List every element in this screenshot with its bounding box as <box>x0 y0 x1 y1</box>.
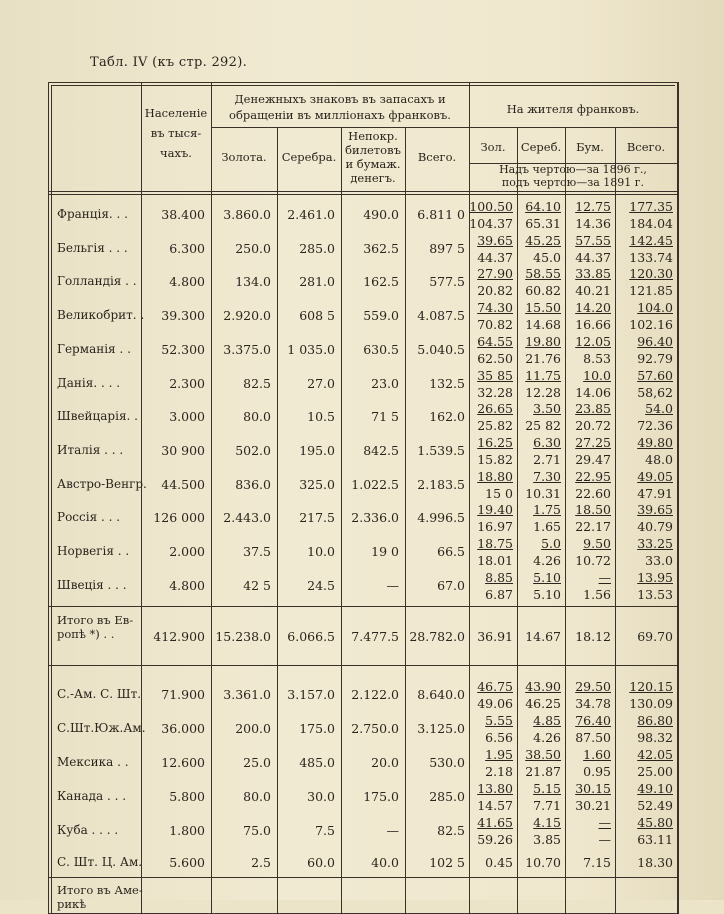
per-capita-1896: 64.10 <box>525 199 561 214</box>
value-paper: 490.0 <box>363 207 399 222</box>
value-paper: 23.0 <box>371 375 399 391</box>
per-capita-1896: 5.0 <box>541 536 561 551</box>
per-capita-1896: 10.0 <box>583 367 611 383</box>
per-capita-1896: 27.90 <box>477 266 513 282</box>
per-capita-1896: 4.15 <box>533 815 561 830</box>
per-capita-1896: 16.25 <box>477 434 513 450</box>
value-pop: 5.800 <box>169 789 205 804</box>
per-capita-1891: 92.79 <box>637 350 673 366</box>
per-capita-1896: — <box>598 815 611 830</box>
value-paper: 40.0 <box>371 855 399 870</box>
europe-total-total: 28.782.0 <box>409 629 465 644</box>
header-per-capita: На жителя франковъ. <box>506 102 640 116</box>
per-capita-1896: 38.50 <box>525 747 561 762</box>
value-silver: 24.5 <box>307 577 335 593</box>
per-capita-1891: 32.28 <box>477 384 513 400</box>
per-capita-1891: 15.82 <box>477 451 513 467</box>
value-pop: 4.800 <box>169 274 205 290</box>
country-label: Голландія . . <box>57 274 137 289</box>
country-label: С.Шт.Юж.Ам. <box>57 721 146 735</box>
per-capita-1896: 33.85 <box>575 266 611 282</box>
per-capita-1891: 21.76 <box>525 350 561 366</box>
value-gold: 2.443.0 <box>223 510 271 526</box>
per-capita-1896: — <box>598 569 611 585</box>
value-pop: 6.300 <box>169 240 205 256</box>
per-capita-1896: 11.75 <box>525 367 561 383</box>
value-gold: 3.361.0 <box>223 687 271 702</box>
value-gold: 42 5 <box>243 577 271 593</box>
value-silver: 27.0 <box>307 375 335 391</box>
per-capita-1896: 1.95 <box>485 747 513 762</box>
per-capita-1896: 33.25 <box>637 536 673 551</box>
value-gold: 200.0 <box>235 721 271 736</box>
per-capita-1891: 47.91 <box>637 485 673 501</box>
header-rule <box>211 127 677 128</box>
value-gold: 250.0 <box>235 240 271 256</box>
per-capita-1891: 15 0 <box>485 485 513 501</box>
header-silver: Серебра. <box>281 150 337 164</box>
value-total: 102 5 <box>429 855 465 870</box>
per-capita-1891: 6.56 <box>485 730 513 745</box>
per-capita-1896: 120.30 <box>629 266 673 282</box>
per-capita-1896: 13.95 <box>637 569 673 585</box>
europe-total-label: Итого въ Ев- ропѣ *) . . <box>57 613 134 641</box>
value-gold: 80.0 <box>243 789 271 804</box>
per-capita-1891: 40.79 <box>637 519 673 535</box>
per-capita-1896: 142.45 <box>629 232 673 248</box>
per-capita-1896: 29.50 <box>575 679 611 694</box>
value-pop: 52.300 <box>161 341 205 357</box>
per-capita-1896: 39.65 <box>477 232 513 248</box>
america-total-label: Итого въ Аме- рикѣ <box>57 883 143 911</box>
per-capita-1896: 5.55 <box>485 713 513 728</box>
per-capita-1891: 49.06 <box>477 696 513 711</box>
per-capita-1891: 14.06 <box>575 384 611 400</box>
per-capita-1896: 54.0 <box>645 401 673 417</box>
value-silver: 30.0 <box>307 789 335 804</box>
per-capita-1891: 2.71 <box>533 451 561 467</box>
per-capita-1891: 52.49 <box>637 798 673 813</box>
per-capita-1896: 49.80 <box>637 434 673 450</box>
per-capita-1896: 120.15 <box>629 679 673 694</box>
per-capita-1891: 3.85 <box>533 832 561 847</box>
country-label: Норвегія . . <box>57 544 130 558</box>
per-capita-1896: 177.35 <box>629 199 673 214</box>
per-capita-1891: 62.50 <box>477 350 513 366</box>
value-total: 132.5 <box>429 375 465 391</box>
header-pc-paper: Бум. <box>576 140 604 154</box>
per-capita-1891: 60.82 <box>525 283 561 299</box>
value-total: 2.183.5 <box>417 476 465 492</box>
per-capita-1896: 49.05 <box>637 468 673 484</box>
value-gold: 836.0 <box>235 476 271 492</box>
per-capita-1896: 12.75 <box>575 199 611 214</box>
value-pop: 2.300 <box>169 375 205 391</box>
value-total: 1.539.5 <box>417 442 465 458</box>
value-total: 285.0 <box>429 789 465 804</box>
per-capita-1896: 57.60 <box>637 367 673 383</box>
country-label: С.-Ам. С. Шт. <box>57 687 142 701</box>
value-paper: 19 0 <box>371 544 399 559</box>
per-capita-1891: 104.37 <box>469 216 513 231</box>
per-capita-1891: 44.37 <box>477 249 513 265</box>
value-pop: 4.800 <box>169 577 205 593</box>
per-capita-value: 7.15 <box>583 855 611 870</box>
header-population: Населеніе въ тыся- чахъ. <box>144 106 208 160</box>
europe-total-pc: 36.91 <box>477 629 513 644</box>
value-silver: 10.5 <box>307 409 335 425</box>
value-pop: 44.500 <box>161 476 205 492</box>
value-paper: 2.122.0 <box>351 687 399 702</box>
per-capita-1896: 43.90 <box>525 679 561 694</box>
per-capita-1896: 42.05 <box>637 747 673 762</box>
per-capita-1891: 4.26 <box>533 553 561 568</box>
per-capita-1891: 133.74 <box>629 249 673 265</box>
per-capita-1891: 14.57 <box>477 798 513 813</box>
table-frame <box>48 82 679 914</box>
per-capita-1891: 184.04 <box>629 216 673 231</box>
value-silver: 195.0 <box>299 442 335 458</box>
value-pop: 1.800 <box>169 823 205 838</box>
country-label: Россія . . . <box>57 510 121 525</box>
value-silver: 60.0 <box>307 855 335 870</box>
per-capita-value: 10.70 <box>525 855 561 870</box>
country-label: Мексика . . <box>57 755 129 769</box>
europe-total-pop: 412.900 <box>153 629 205 644</box>
value-silver: 217.5 <box>299 510 335 526</box>
per-capita-1896: 46.75 <box>477 679 513 694</box>
per-capita-1896: 26.65 <box>477 401 513 417</box>
country-label: Данія. . . . <box>57 375 121 390</box>
per-capita-1891: 102.16 <box>629 317 673 333</box>
per-capita-1891: 2.18 <box>485 764 513 779</box>
per-capita-1891: 22.17 <box>575 519 611 535</box>
per-capita-1896: 39.65 <box>637 502 673 518</box>
country-label: С. Шт. Ц. Ам. <box>57 855 143 869</box>
value-gold: 82.5 <box>243 375 271 391</box>
value-paper: 630.5 <box>363 341 399 357</box>
per-capita-1896: 7.30 <box>533 468 561 484</box>
per-capita-1896: 100.50 <box>469 199 513 214</box>
value-total: 4.996.5 <box>417 510 465 526</box>
value-pop: 2.000 <box>169 544 205 559</box>
per-capita-1896: 9.50 <box>583 536 611 551</box>
value-total: 4.087.5 <box>417 308 465 324</box>
per-capita-1891: 63.11 <box>637 832 673 847</box>
value-silver: 1 035.0 <box>287 341 335 357</box>
section-rule <box>49 606 677 607</box>
value-paper: 559.0 <box>363 308 399 324</box>
table-caption: Табл. IV (къ стр. 292). <box>90 55 248 70</box>
per-capita-1891: 87.50 <box>575 730 611 745</box>
value-total: 530.0 <box>429 755 465 770</box>
per-capita-1891: 6.87 <box>485 586 513 602</box>
country-label: Бельгія . . . <box>57 240 128 255</box>
header-rule <box>49 194 677 195</box>
value-silver: 285.0 <box>299 240 335 256</box>
per-capita-1896: 5.15 <box>533 781 561 796</box>
per-capita-1896: 35 85 <box>477 367 513 383</box>
per-capita-1891: 22.60 <box>575 485 611 501</box>
value-silver: 485.0 <box>299 755 335 770</box>
value-total: 6.811 0 <box>417 207 465 222</box>
country-label: Куба . . . . <box>57 823 119 837</box>
per-capita-1896: 86.80 <box>637 713 673 728</box>
per-capita-1896: 18.80 <box>477 468 513 484</box>
value-total: 577.5 <box>429 274 465 290</box>
per-capita-1896: 104.0 <box>637 300 673 316</box>
per-capita-1896: 41.65 <box>477 815 513 830</box>
per-capita-1896: 12.05 <box>575 333 611 349</box>
value-total: 8.640.0 <box>417 687 465 702</box>
per-capita-1891: 121.85 <box>629 283 673 299</box>
per-capita-1891: — <box>598 832 611 847</box>
value-paper: — <box>386 823 399 838</box>
country-label: Италія . . . <box>57 442 124 457</box>
per-capita-1891: 21.87 <box>525 764 561 779</box>
per-capita-1891: 16.97 <box>477 519 513 535</box>
per-capita-1896: 18.75 <box>477 536 513 551</box>
value-pop: 5.600 <box>169 855 205 870</box>
value-pop: 38.400 <box>161 207 205 222</box>
value-silver: 175.0 <box>299 721 335 736</box>
per-capita-1896: 8.85 <box>485 569 513 585</box>
value-total: 3.125.0 <box>417 721 465 736</box>
header-pc-gold: Зол. <box>480 140 506 154</box>
europe-total-paper: 7.477.5 <box>351 629 399 644</box>
value-gold: 25.0 <box>243 755 271 770</box>
per-capita-1896: 14.20 <box>575 300 611 316</box>
per-capita-1891: 130.09 <box>629 696 673 711</box>
per-capita-1896: 5.10 <box>533 569 561 585</box>
per-capita-1891: 65.31 <box>525 216 561 231</box>
value-silver: 3.157.0 <box>287 687 335 702</box>
country-label: Австро-Венгр. <box>57 476 147 491</box>
header-total: Всего. <box>417 150 457 164</box>
europe-total-gold: 15.238.0 <box>215 629 271 644</box>
per-capita-1891: 20.82 <box>477 283 513 299</box>
value-gold: 3.860.0 <box>223 207 271 222</box>
value-silver: 10.0 <box>307 544 335 559</box>
value-total: 82.5 <box>437 823 465 838</box>
value-pop: 71.900 <box>161 687 205 702</box>
europe-total-pc: 18.12 <box>575 629 611 644</box>
section-rule <box>49 877 677 878</box>
per-capita-1891: 8.53 <box>583 350 611 366</box>
value-paper: 1.022.5 <box>351 476 399 492</box>
per-capita-1891: 40.21 <box>575 283 611 299</box>
per-capita-1891: 34.78 <box>575 696 611 711</box>
per-capita-1896: 49.10 <box>637 781 673 796</box>
per-capita-1891: 12.28 <box>525 384 561 400</box>
per-capita-1891: 5.10 <box>533 586 561 602</box>
per-capita-1891: 16.66 <box>575 317 611 333</box>
per-capita-1891: 1.65 <box>533 519 561 535</box>
section-rule <box>49 665 677 666</box>
value-paper: 2.336.0 <box>351 510 399 526</box>
per-capita-1891: 45.0 <box>533 249 561 265</box>
per-capita-1891: 58,62 <box>637 384 673 400</box>
value-paper: 842.5 <box>363 442 399 458</box>
country-label: Франція. . . <box>57 207 128 221</box>
value-silver: 281.0 <box>299 274 335 290</box>
value-total: 66.5 <box>437 544 465 559</box>
per-capita-1891: 14.68 <box>525 317 561 333</box>
header-gold: Золота. <box>221 150 267 164</box>
value-total: 5.040.5 <box>417 341 465 357</box>
header-money-group: Денежныхъ знаковъ въ запасахъ и обращеніи въ милліонахъ франковъ. <box>229 92 451 122</box>
per-capita-1896: 22.95 <box>575 468 611 484</box>
header-rule <box>49 191 677 192</box>
per-capita-1891: 7.71 <box>533 798 561 813</box>
per-capita-1891: 25.00 <box>637 764 673 779</box>
per-capita-1891: 33.0 <box>645 553 673 568</box>
per-capita-1896: 27.25 <box>575 434 611 450</box>
value-gold: 75.0 <box>243 823 271 838</box>
per-capita-1896: 6.30 <box>533 434 561 450</box>
per-capita-1896: 30.15 <box>575 781 611 796</box>
value-paper: 162.5 <box>363 274 399 290</box>
per-capita-1891: 14.36 <box>575 216 611 231</box>
per-capita-1896: 74.30 <box>477 300 513 316</box>
value-gold: 2.920.0 <box>223 308 271 324</box>
value-gold: 502.0 <box>235 442 271 458</box>
per-capita-1896: 64.55 <box>477 333 513 349</box>
per-capita-1891: 59.26 <box>477 832 513 847</box>
per-capita-1896: 76.40 <box>575 713 611 728</box>
europe-total-pc: 14.67 <box>525 629 561 644</box>
value-gold: 80.0 <box>243 409 271 425</box>
country-label: Канада . . . <box>57 789 127 803</box>
per-capita-1896: 15.50 <box>525 300 561 316</box>
value-paper: 20.0 <box>371 755 399 770</box>
per-capita-1891: 10.31 <box>525 485 561 501</box>
europe-total-silver: 6.066.5 <box>287 629 335 644</box>
per-capita-1891: 0.95 <box>583 764 611 779</box>
per-capita-1896: 96.40 <box>637 333 673 349</box>
value-gold: 3.375.0 <box>223 341 271 357</box>
country-label: Великобрит. . <box>57 308 145 323</box>
value-total: 897 5 <box>429 240 465 256</box>
per-capita-1891: 20.72 <box>575 418 611 434</box>
per-capita-1891: 18.01 <box>477 553 513 568</box>
per-capita-1891: 30.21 <box>575 798 611 813</box>
per-capita-value: 0.45 <box>485 855 513 870</box>
header-note: Надъ чертою—за 1896 г., подъ чертою—за 1891 г. <box>499 163 647 189</box>
value-gold: 37.5 <box>243 544 271 559</box>
value-pop: 36.000 <box>161 721 205 736</box>
per-capita-1891: 25 82 <box>525 418 561 434</box>
per-capita-1891: 44.37 <box>575 249 611 265</box>
value-gold: 134.0 <box>235 274 271 290</box>
per-capita-1896: 45.25 <box>525 232 561 248</box>
value-paper: — <box>386 577 399 593</box>
header-pc-silver: Сереб. <box>520 140 562 154</box>
header-paper: Непокр. билетовъ и бумаж. денегъ. <box>345 129 401 185</box>
per-capita-1896: 57.55 <box>575 232 611 248</box>
per-capita-1896: 18.50 <box>575 502 611 518</box>
per-capita-value: 18.30 <box>637 855 673 870</box>
country-label: Германія . . <box>57 341 131 356</box>
value-pop: 39.300 <box>161 308 205 324</box>
per-capita-1891: 29.47 <box>575 451 611 467</box>
value-silver: 2.461.0 <box>287 207 335 222</box>
value-total: 162.0 <box>429 409 465 425</box>
europe-total-pc: 69.70 <box>637 629 673 644</box>
value-pop: 12.600 <box>161 755 205 770</box>
per-capita-1891: 13.53 <box>637 586 673 602</box>
per-capita-1891: 25.82 <box>477 418 513 434</box>
per-capita-1896: 3.50 <box>533 401 561 417</box>
country-label: Швеція . . . <box>57 577 127 592</box>
per-capita-1891: 98.32 <box>637 730 673 745</box>
per-capita-1896: 4.85 <box>533 713 561 728</box>
value-paper: 2.750.0 <box>351 721 399 736</box>
per-capita-1896: 58.55 <box>525 266 561 282</box>
per-capita-1891: 48.0 <box>645 451 673 467</box>
country-label: Швейцарія. . <box>57 409 138 424</box>
value-silver: 325.0 <box>299 476 335 492</box>
value-paper: 71 5 <box>371 409 399 425</box>
per-capita-1896: 19.40 <box>477 502 513 518</box>
value-paper: 175.0 <box>363 789 399 804</box>
value-silver: 7.5 <box>315 823 335 838</box>
per-capita-1891: 1.56 <box>583 586 611 602</box>
per-capita-1896: 1.75 <box>533 502 561 518</box>
per-capita-1891: 4.26 <box>533 730 561 745</box>
value-total: 67.0 <box>437 577 465 593</box>
per-capita-1891: 72.36 <box>637 418 673 434</box>
value-silver: 608 5 <box>299 308 335 324</box>
per-capita-1891: 46.25 <box>525 696 561 711</box>
per-capita-1896: 23.85 <box>575 401 611 417</box>
per-capita-1896: 19.80 <box>525 333 561 349</box>
per-capita-1896: 45.80 <box>637 815 673 830</box>
value-gold: 2.5 <box>251 855 271 870</box>
header-pc-total: Всего. <box>626 140 666 154</box>
value-paper: 362.5 <box>363 240 399 256</box>
value-pop: 30 900 <box>161 442 205 458</box>
per-capita-1891: 70.82 <box>477 317 513 333</box>
per-capita-1896: 1.60 <box>583 747 611 762</box>
value-pop: 126 000 <box>153 510 205 526</box>
value-pop: 3.000 <box>169 409 205 425</box>
per-capita-1891: 10.72 <box>575 553 611 568</box>
per-capita-1896: 13.80 <box>477 781 513 796</box>
